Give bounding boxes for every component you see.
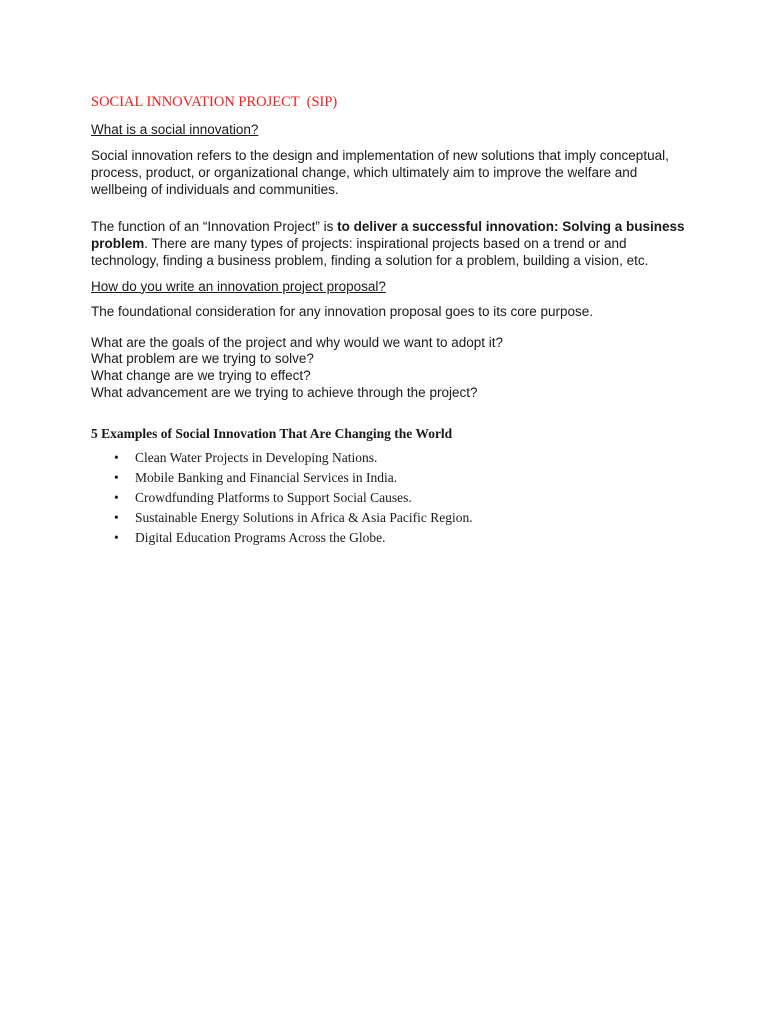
function-paragraph [91, 219, 691, 269]
function-text-after: . There are many types of projects: inspirational projects based on a trend or and technology, finding a business problem, finding a solution for a problem, building a vision, etc. [91, 236, 649, 268]
foundation-paragraph: The foundational consideration for any innovation proposal goes to its core purpose. [91, 303, 594, 319]
list-item [91, 470, 691, 486]
bullet-icon: • [114, 529, 119, 545]
examples-list [91, 450, 691, 546]
bullet-icon: • [114, 449, 119, 465]
section-heading-what-is: What is a social innovation? [91, 122, 259, 137]
list-item [91, 450, 691, 466]
definition-paragraph: Social innovation refers to the design and implementation of new solutions that imply conceptual, process, product, or organizational change, which ultimately aim to improve the welfare and wellbeing of individuals and communities. [91, 148, 669, 197]
list-item-text: Sustainable Energy Solutions in Africa & Asia Pacific Region. [135, 509, 473, 525]
document-body [91, 93, 691, 550]
list-item-text: Digital Education Programs Across the Globe. [135, 529, 386, 545]
questions-block [91, 335, 691, 402]
question-line: What are the goals of the project and why would we want to adopt it? [91, 334, 503, 350]
question-line: What advancement are we trying to achieve through the project? [91, 384, 478, 400]
function-text-bold: to deliver a successful innovation: Solving a business problem [91, 219, 685, 252]
list-item-text: Crowdfunding Platforms to Support Social Causes. [135, 489, 412, 505]
bullet-icon: • [114, 509, 119, 525]
list-item [91, 490, 691, 506]
list-item [91, 510, 691, 526]
function-text-before: The function of an “Innovation Project” is [91, 219, 338, 235]
bullet-icon: • [114, 489, 119, 505]
list-item-text: Clean Water Projects in Developing Nations. [135, 449, 378, 465]
examples-heading: 5 Examples of Social Innovation That Are Changing the World [91, 425, 453, 441]
list-item-text: Mobile Banking and Financial Services in India. [135, 469, 398, 485]
section-heading-how-to-write: How do you write an innovation project proposal? [91, 278, 386, 294]
document-title: SOCIAL INNOVATION PROJECT (SIP) [91, 94, 338, 110]
question-line: What change are we trying to effect? [91, 368, 311, 384]
bullet-icon: • [114, 469, 119, 485]
list-item [91, 530, 691, 546]
question-line: What problem are we trying to solve? [91, 351, 314, 367]
